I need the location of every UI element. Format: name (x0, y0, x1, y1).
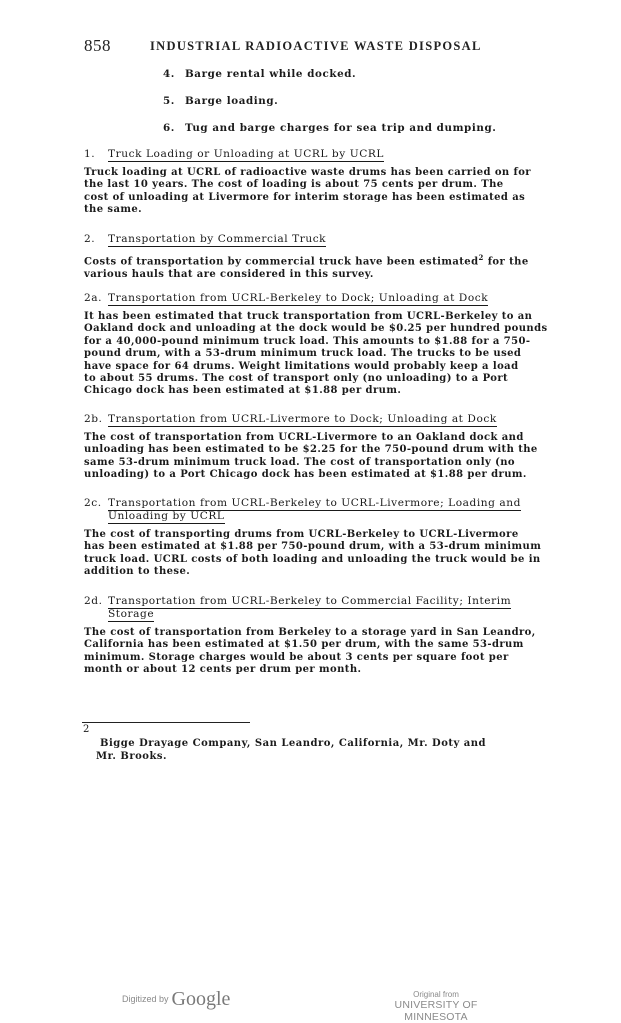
section-number: 2a. (84, 292, 103, 304)
section-heading-1 (84, 148, 384, 160)
section-title: Truck Loading or Unloading at UCRL by UCRL (108, 148, 384, 160)
body-line: the same. (84, 204, 143, 216)
list-item-text: Barge loading. (185, 95, 279, 107)
footnote-ref: 2 (478, 253, 484, 262)
section-title: Transportation from UCRL-Berkeley to Commercial Facility; Interim (108, 595, 512, 607)
section-body-1 (84, 167, 584, 217)
section-heading-2a (84, 292, 488, 304)
section-body-2a (84, 311, 584, 398)
footnote-text (96, 737, 487, 763)
body-line: unloading has been estimated to be $2.25 for the 750-pound drum with the (84, 444, 538, 456)
body-line: to about 55 drums. The cost of transport only (no unloading) to a Port (84, 373, 509, 385)
list-item-number: 5. (163, 95, 175, 107)
body-line: various hauls that are considered in this survey. (84, 268, 374, 280)
body-line: Chicago dock has been estimated at $1.88 per drum. (84, 385, 402, 397)
body-line: The cost of transportation from UCRL-Livermore to an Oakland dock and (84, 432, 524, 443)
body-line: Oakland dock and unloading at the dock would be $0.25 per hundred pounds (84, 323, 548, 335)
body-text: Costs of transportation by commercial truck have been estimated (84, 256, 479, 268)
body-line: has been estimated at $1.88 per 750-pound drum, with a 53-drum minimum (84, 541, 542, 553)
list-item (163, 95, 278, 107)
section-title: Unloading by UCRL (108, 510, 225, 522)
section-heading-2c (84, 497, 521, 509)
section-heading-2b (84, 413, 497, 425)
page-number: 858 (84, 36, 111, 55)
section-title: Transportation from UCRL-Berkeley to Dock; Unloading at Dock (108, 292, 489, 304)
section-title: Storage (108, 608, 155, 620)
section-heading-2c-cont (108, 510, 225, 522)
body-text: for the (483, 256, 529, 268)
list-item-number: 6. (163, 122, 175, 134)
body-line: pound drum, with a 53-drum minimum truck load. The trucks to be used (84, 348, 522, 360)
body-line: unloading) to a Port Chicago dock has been estimated at $1.88 per drum. (84, 469, 527, 481)
footnote-mark: 2 (83, 724, 90, 735)
section-title: Transportation by Commercial Truck (108, 233, 327, 245)
body-line: California has been estimated at $1.50 per drum, with the same 53-drum (84, 639, 524, 651)
institution-name: UNIVERSITY OF MINNESOTA (394, 999, 478, 1023)
list-item (163, 122, 496, 134)
body-line: The cost of transportation from Berkeley to a storage yard in San Leandro, (84, 627, 536, 638)
section-number: 1. (84, 148, 96, 160)
digitized-prefix: Digitized by (122, 994, 169, 1004)
section-title: Transportation from UCRL-Livermore to Dock; Unloading at Dock (108, 413, 497, 425)
section-body-2c (84, 529, 584, 579)
list-item-text: Tug and barge charges for sea trip and dumping. (185, 122, 497, 134)
section-body-2b (84, 432, 584, 482)
body-line: the last 10 years. The cost of loading is about 75 cents per drum. The (84, 179, 504, 191)
section-title: Transportation from UCRL-Berkeley to UCRL-Livermore; Loading and (108, 497, 521, 509)
footnote-line: Bigge Drayage Company, San Leandro, California, Mr. Doty and (100, 738, 487, 749)
original-from-watermark (366, 990, 506, 1023)
body-line (84, 252, 584, 269)
section-body-2 (84, 252, 584, 281)
running-title: INDUSTRIAL RADIOACTIVE WASTE DISPOSAL (150, 39, 482, 53)
body-line: It has been estimated that truck transportation from UCRL-Berkeley to an (84, 311, 533, 322)
footnote-rule (82, 722, 250, 723)
section-number: 2b. (84, 413, 103, 425)
list-item-text: Barge rental while docked. (185, 68, 357, 80)
body-line: cost of unloading at Livermore for interim storage has been estimated as (84, 191, 526, 203)
body-line: truck load. UCRL costs of both loading and unloading the truck would be in (84, 553, 541, 565)
body-line: minimum. Storage charges would be about 3 cents per square foot per (84, 651, 509, 663)
body-line: for a 40,000-pound minimum truck load. This amounts to $1.88 for a 750- (84, 335, 531, 347)
section-number: 2d. (84, 595, 103, 607)
section-body-2d (84, 627, 584, 677)
section-heading-2d-cont (108, 608, 154, 620)
body-line: The cost of transporting drums from UCRL-Berkeley to UCRL-Livermore (84, 529, 519, 540)
list-item-number: 4. (163, 68, 175, 80)
digitized-by-watermark (122, 988, 230, 1011)
original-from-label: Original from (413, 990, 459, 999)
section-heading-2 (84, 233, 326, 245)
footnote-line: Mr. Brooks. (96, 751, 167, 762)
body-line: same 53-drum minimum truck load. The cost of transportation only (no (84, 456, 516, 468)
body-line: addition to these. (84, 566, 191, 578)
body-line: month or about 12 cents per drum per month. (84, 664, 362, 676)
list-item (163, 68, 356, 80)
section-number: 2c. (84, 497, 102, 509)
body-line: Truck loading at UCRL of radioactive waste drums has been carried on for (84, 167, 531, 178)
body-line: have space for 64 drums. Weight limitations would probably keep a load (84, 360, 519, 372)
google-logo: Google (171, 988, 231, 1010)
section-heading-2d (84, 595, 511, 607)
section-number: 2. (84, 233, 96, 245)
